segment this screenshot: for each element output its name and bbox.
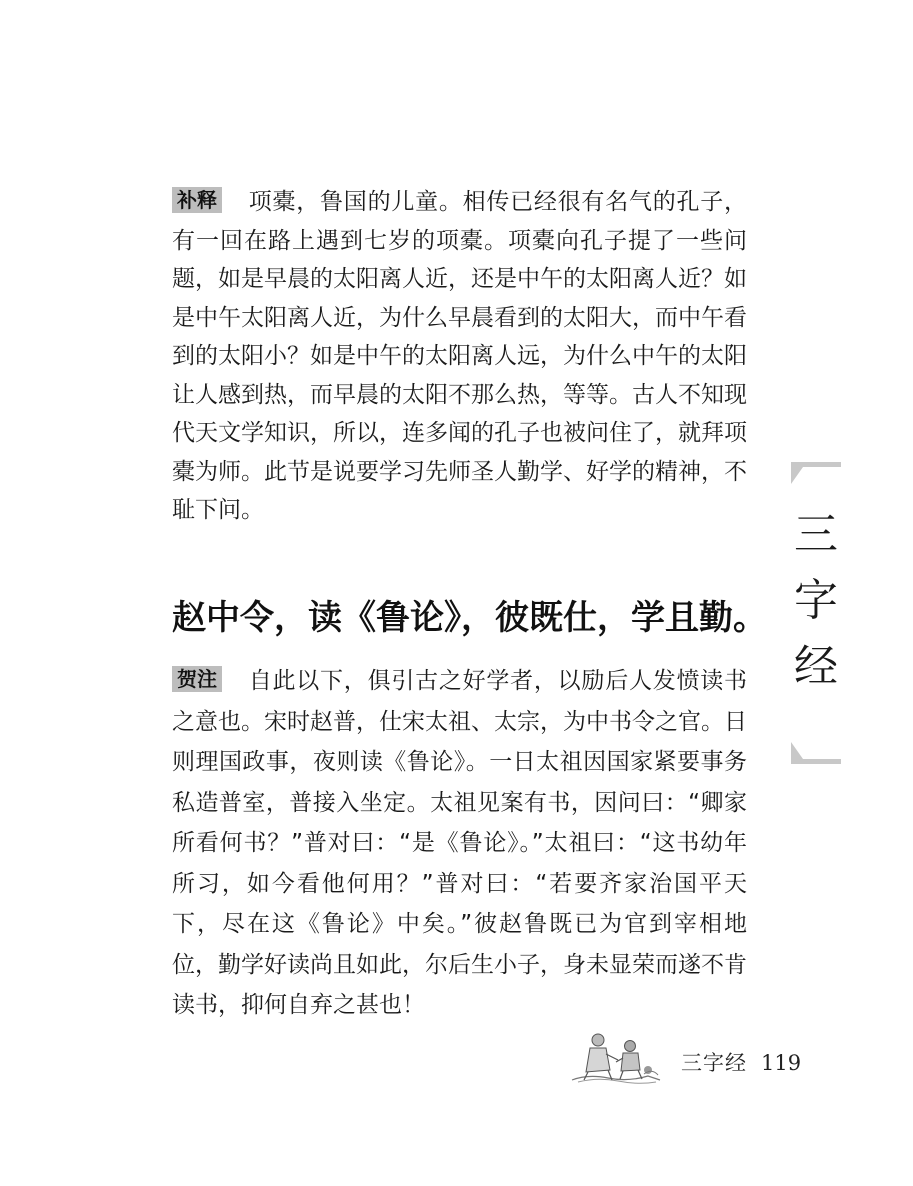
side-title-tab [791,462,841,767]
side-char-3: 经 [794,641,838,692]
supplement-tag: 补释 [172,187,222,213]
annotation-section [172,661,747,1026]
supplement-section [172,183,747,530]
side-char-2: 字 [794,575,838,626]
bracket-bottom-icon [791,742,841,764]
annotation-paragraph [172,661,747,1026]
page-number: 119 [761,1051,802,1075]
footer-book-title: 三字经 [681,1051,747,1075]
supplement-text: 项橐，鲁国的儿童。相传已经很有名气的孔子，有一回在路上遇到七岁的项橐。项橐向孔子提了一些问题，如是早晨的太阳离人近，还是中午的太阳离人近？如是中午太阳离人近，为什么早晨看到的太阳大，而中午看到的太阳小？如是中午的太阳离人远，为什么中午的太阳让人感到热，而早晨的太阳不那么热，等等。古人不知现代天文学知识，所以，连多闻的孔子也被问住了，就拜项橐为师。此节是说要学习先师圣人勤学、好学的精神，不耻下问。 [172,189,747,523]
bracket-top-icon [791,462,841,484]
two-figures-illustration-icon [568,1030,664,1085]
annotation-text: 自此以下，俱引古之好学者，以励后人发愤读书之意也。宋时赵普，仕宋太祖、太宗，为中书令之官。日则理国政事，夜则读《鲁论》。一日太祖因国家紧要事务私造普室，普接入坐定。太祖见案有书，因问曰：“卿家所看何书？”普对曰：“是《鲁论》。”太祖曰：“这书幼年所习，如今看他何用？”普对曰：“若要齐家治国平天下，尽在这《鲁论》中矣。”彼赵鲁既已为官到宰相地位，勤学好读尚且如此，尔后生小子，身未显荣而遂不肯读书，抑何自弃之甚也！ [172,668,747,1018]
supplement-paragraph [172,183,747,530]
page-footer [560,1030,860,1090]
verse-heading: 赵中令，读《鲁论》，彼既仕，学且勤。 [172,598,767,638]
side-char-1: 三 [794,509,838,560]
annotation-tag: 贺注 [172,666,222,692]
